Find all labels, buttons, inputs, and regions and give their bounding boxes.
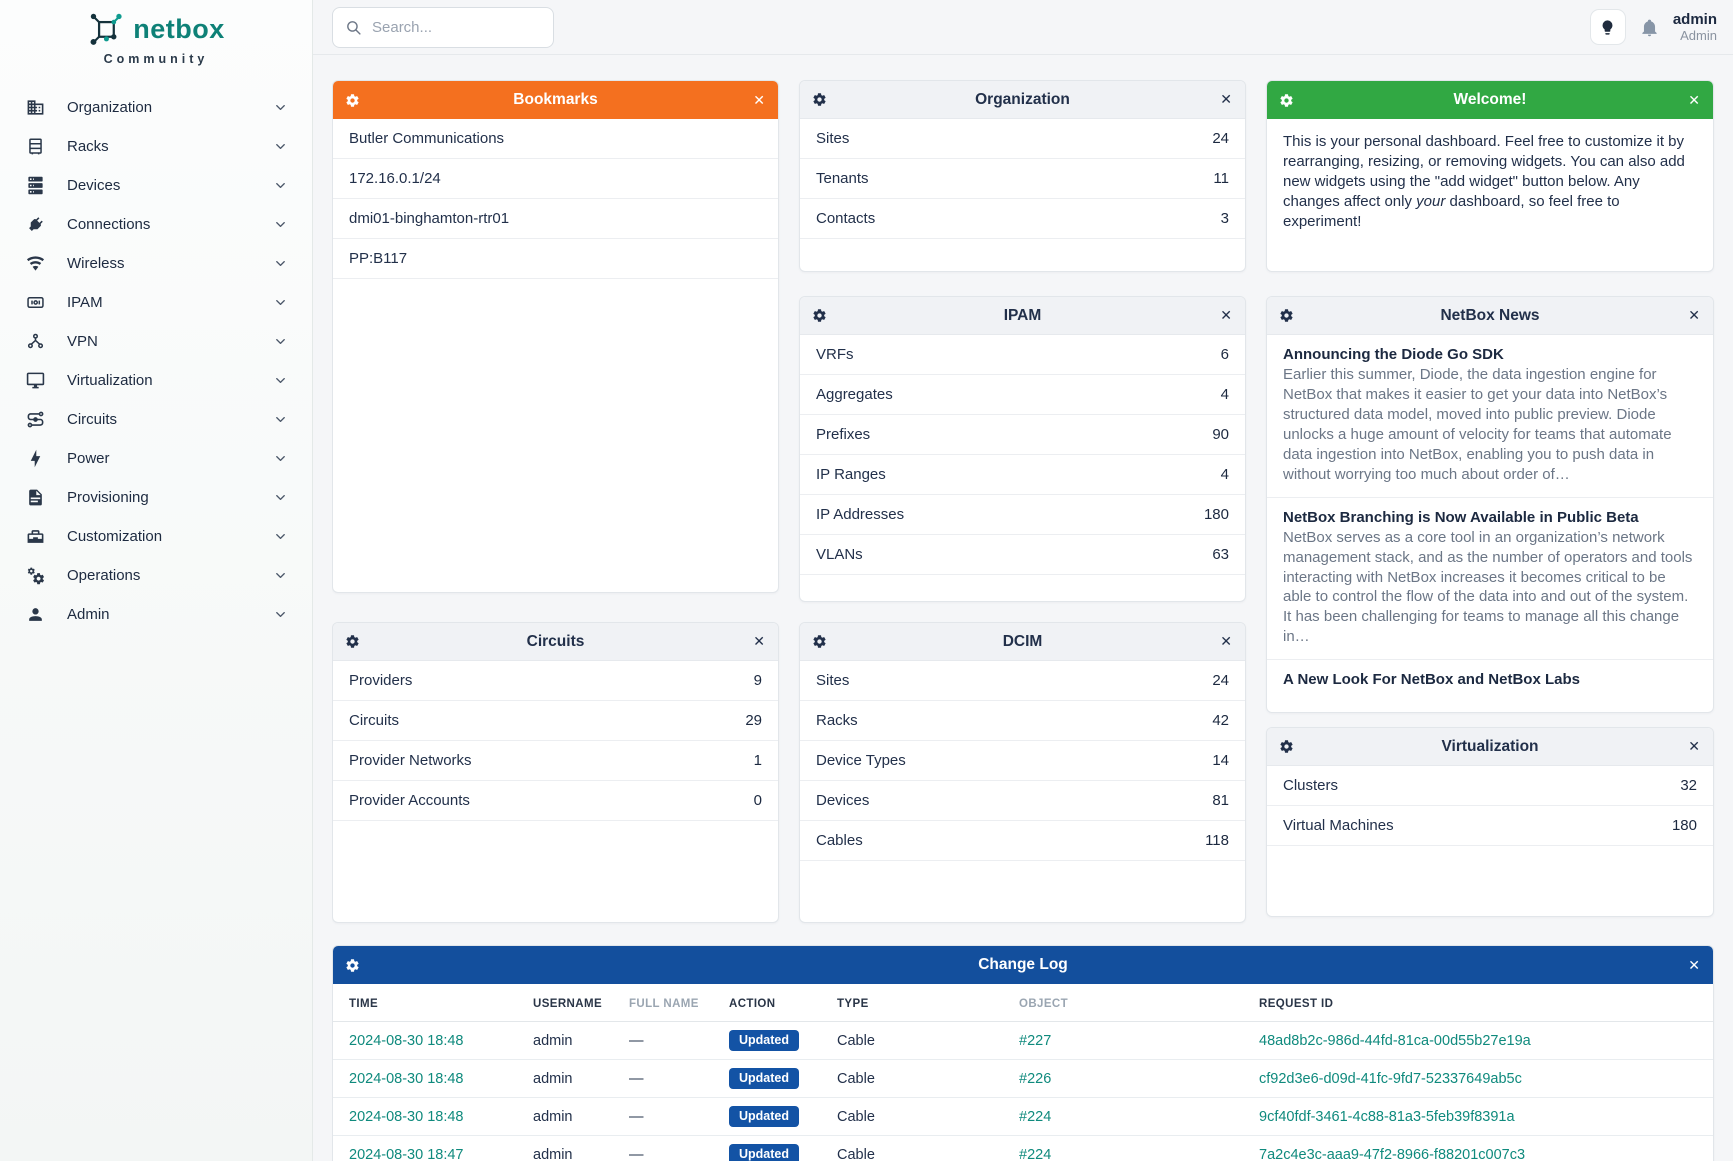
topbar bbox=[313, 0, 1733, 55]
changelog-row bbox=[333, 1098, 1713, 1136]
widget-virtualization-header[interactable] bbox=[1267, 728, 1713, 766]
user-role: Admin bbox=[1680, 28, 1717, 44]
widget-bookmarks bbox=[332, 80, 779, 593]
monitor-icon bbox=[26, 371, 46, 391]
gear-icon[interactable] bbox=[345, 81, 360, 119]
count-value: 4 bbox=[1220, 466, 1229, 483]
chevron-down-icon bbox=[273, 139, 288, 154]
count-label-link[interactable]: Aggregates bbox=[816, 386, 893, 403]
count-row bbox=[333, 781, 778, 821]
change-username: admin bbox=[523, 1136, 619, 1161]
change-full-name: — bbox=[619, 1098, 719, 1136]
share-nodes-icon bbox=[26, 332, 46, 352]
count-label-link[interactable]: Provider Accounts bbox=[349, 792, 470, 809]
gear-icon[interactable] bbox=[1279, 728, 1294, 765]
brand-subtitle: Community bbox=[103, 52, 209, 66]
widget-title: Change Log bbox=[978, 956, 1068, 973]
widget-ipam bbox=[799, 296, 1246, 602]
action-badge: Updated bbox=[729, 1144, 799, 1161]
count-value: 42 bbox=[1212, 712, 1229, 729]
sidebar-item-label: Devices bbox=[67, 177, 121, 194]
sidebar-item-label: Connections bbox=[67, 216, 151, 233]
count-value: 6 bbox=[1220, 346, 1229, 363]
bookmark-link[interactable]: Butler Communications bbox=[333, 119, 778, 159]
change-username: admin bbox=[523, 1060, 619, 1098]
widget-circuits bbox=[332, 622, 779, 923]
news-headline-link[interactable]: Announcing the Diode Go SDK bbox=[1283, 346, 1504, 363]
widget-change-log bbox=[332, 945, 1714, 1161]
count-row bbox=[333, 661, 778, 701]
sidebar-item-label: Provisioning bbox=[67, 489, 149, 506]
chevron-down-icon bbox=[273, 256, 288, 271]
widget-title: Circuits bbox=[526, 632, 585, 650]
close-icon[interactable]: ✕ bbox=[1688, 956, 1700, 973]
column-header-time[interactable]: TIME bbox=[333, 984, 523, 1022]
bookmark-link[interactable]: PP:B117 bbox=[333, 239, 778, 279]
plug-icon bbox=[26, 215, 46, 235]
chevron-down-icon bbox=[273, 529, 288, 544]
widget-netbox-news bbox=[1266, 296, 1714, 713]
user-icon bbox=[26, 605, 46, 625]
column-header-type[interactable]: TYPE bbox=[827, 984, 1009, 1022]
count-label-link[interactable]: Provider Networks bbox=[349, 752, 472, 769]
count-value: 29 bbox=[745, 712, 762, 729]
gear-icon[interactable] bbox=[345, 623, 360, 660]
count-row bbox=[800, 781, 1245, 821]
sidebar-item-label: Admin bbox=[67, 606, 110, 623]
change-time-link[interactable]: 2024-08-30 18:48 bbox=[349, 1032, 464, 1049]
changelog-table bbox=[333, 984, 1713, 1161]
change-type: Cable bbox=[827, 1136, 1009, 1161]
widget-title: DCIM bbox=[1002, 632, 1043, 650]
building-icon bbox=[26, 98, 46, 118]
count-value: 81 bbox=[1212, 792, 1229, 809]
count-label-link[interactable]: Circuits bbox=[349, 712, 400, 729]
widget-news-header[interactable] bbox=[1267, 297, 1713, 335]
gears-icon bbox=[26, 566, 46, 586]
news-item bbox=[1267, 660, 1713, 700]
widget-changelog-header[interactable] bbox=[333, 946, 1713, 984]
close-icon[interactable]: ✕ bbox=[1688, 91, 1700, 108]
count-row bbox=[800, 119, 1245, 159]
column-header-request-id[interactable]: REQUEST ID bbox=[1249, 984, 1713, 1022]
sidebar-item-connections[interactable] bbox=[0, 205, 312, 244]
change-request-id-link[interactable]: 7a2c4e3c-aaa9-47f2-8966-f88201c007c3 bbox=[1259, 1146, 1526, 1161]
count-label-link[interactable]: Virtual Machines bbox=[1283, 817, 1394, 834]
count-label-link[interactable]: Prefixes bbox=[816, 426, 871, 443]
count-row bbox=[800, 415, 1245, 455]
count-row bbox=[333, 741, 778, 781]
username: admin bbox=[1672, 10, 1717, 28]
news-headline-link[interactable]: A New Look For NetBox and NetBox Labs bbox=[1283, 671, 1580, 689]
sidebar-item-provisioning[interactable] bbox=[0, 478, 312, 517]
sidebar-item-racks[interactable] bbox=[0, 127, 312, 166]
widget-virtualization bbox=[1266, 727, 1714, 917]
count-value: 24 bbox=[1212, 672, 1229, 689]
sidebar-item-operations[interactable] bbox=[0, 556, 312, 595]
server-icon bbox=[26, 176, 46, 196]
count-row bbox=[800, 199, 1245, 239]
wifi-icon bbox=[26, 254, 46, 274]
changelog-row bbox=[333, 1022, 1713, 1060]
count-row bbox=[800, 375, 1245, 415]
close-icon[interactable]: ✕ bbox=[1220, 307, 1232, 323]
count-row bbox=[800, 495, 1245, 535]
count-value: 24 bbox=[1212, 130, 1229, 147]
change-time-link[interactable]: 2024-08-30 18:48 bbox=[349, 1070, 464, 1087]
count-value: 32 bbox=[1680, 777, 1697, 794]
widget-bookmarks-header[interactable] bbox=[333, 81, 778, 119]
news-item bbox=[1267, 498, 1713, 661]
theme-toggle-button[interactable] bbox=[1590, 9, 1626, 45]
action-badge: Updated bbox=[729, 1106, 799, 1127]
bookmark-list bbox=[333, 119, 778, 279]
changelog-row bbox=[333, 1060, 1713, 1098]
toolbox-icon bbox=[26, 527, 46, 547]
welcome-emphasis: your bbox=[1416, 192, 1446, 210]
count-value: 4 bbox=[1220, 386, 1229, 403]
dashboard bbox=[332, 55, 1733, 1161]
count-label-link[interactable]: Cables bbox=[816, 832, 863, 849]
chevron-down-icon bbox=[273, 451, 288, 466]
search-input[interactable] bbox=[372, 19, 541, 36]
close-icon[interactable]: ✕ bbox=[1688, 738, 1700, 754]
change-full-name: — bbox=[619, 1136, 719, 1161]
chevron-down-icon bbox=[273, 100, 288, 115]
count-value: 9 bbox=[753, 672, 762, 689]
count-row bbox=[1267, 806, 1713, 846]
chevron-down-icon bbox=[273, 568, 288, 583]
brand-logo[interactable] bbox=[0, 0, 312, 66]
sidebar-item-label: Customization bbox=[67, 528, 163, 545]
close-icon[interactable]: ✕ bbox=[1688, 307, 1700, 323]
count-row bbox=[800, 741, 1245, 781]
count-label-link[interactable]: Tenants bbox=[816, 170, 869, 187]
action-badge: Updated bbox=[729, 1068, 799, 1089]
count-row bbox=[800, 821, 1245, 861]
chevron-down-icon bbox=[273, 178, 288, 193]
change-object-link[interactable]: #224 bbox=[1019, 1108, 1052, 1125]
count-value: 0 bbox=[753, 792, 762, 809]
chevron-down-icon bbox=[273, 217, 288, 232]
count-label-link[interactable]: Clusters bbox=[1283, 777, 1339, 794]
count-label-link[interactable]: Racks bbox=[816, 712, 858, 729]
change-object-link[interactable]: #226 bbox=[1019, 1070, 1052, 1087]
sidebar-nav bbox=[0, 88, 312, 634]
count-value: 14 bbox=[1212, 752, 1229, 769]
count-row bbox=[800, 661, 1245, 701]
change-request-id-link[interactable]: cf92d3e6-d09d-41fc-9fd7-52337649ab5c bbox=[1259, 1070, 1522, 1087]
widget-title: Bookmarks bbox=[513, 91, 598, 108]
sidebar-item-ipam[interactable] bbox=[0, 283, 312, 322]
sidebar bbox=[0, 0, 313, 1161]
sidebar-item-power[interactable] bbox=[0, 439, 312, 478]
column-header-full-name[interactable]: FULL NAME bbox=[619, 984, 719, 1022]
document-icon bbox=[26, 488, 46, 508]
count-label-link[interactable]: VRFs bbox=[816, 346, 854, 363]
gear-icon[interactable] bbox=[812, 81, 827, 118]
widget-welcome bbox=[1266, 80, 1714, 272]
widget-title: Virtualization bbox=[1441, 737, 1539, 755]
changelog-row bbox=[333, 1136, 1713, 1161]
chevron-down-icon bbox=[273, 490, 288, 505]
column-header-object[interactable]: OBJECT bbox=[1009, 984, 1249, 1022]
widget-organization-header[interactable] bbox=[800, 81, 1245, 119]
ip-card-icon bbox=[26, 293, 46, 313]
search-icon bbox=[345, 19, 362, 36]
widget-ipam-header[interactable] bbox=[800, 297, 1245, 335]
change-object-link[interactable]: #224 bbox=[1019, 1146, 1052, 1161]
count-row bbox=[800, 455, 1245, 495]
sidebar-item-label: Racks bbox=[67, 138, 109, 155]
widget-dcim-header[interactable] bbox=[800, 623, 1245, 661]
netbox-logo-icon bbox=[87, 10, 125, 48]
count-label-link[interactable]: Sites bbox=[816, 672, 850, 689]
change-username: admin bbox=[523, 1098, 619, 1136]
count-value: 180 bbox=[1671, 817, 1697, 834]
count-label-link[interactable]: Providers bbox=[349, 672, 413, 689]
change-request-id-link[interactable]: 9cf40fdf-3461-4c88-81a3-5feb39f8391a bbox=[1259, 1108, 1515, 1125]
widget-organization bbox=[799, 80, 1246, 272]
count-row bbox=[800, 335, 1245, 375]
sidebar-item-wireless[interactable] bbox=[0, 244, 312, 283]
sidebar-item-customization[interactable] bbox=[0, 517, 312, 556]
count-value: 11 bbox=[1213, 170, 1229, 187]
count-label-link[interactable]: Device Types bbox=[816, 752, 906, 769]
gear-icon[interactable] bbox=[1279, 81, 1294, 119]
search-box[interactable] bbox=[332, 7, 554, 48]
user-area bbox=[1590, 9, 1717, 45]
change-username: admin bbox=[523, 1022, 619, 1060]
count-value: 1 bbox=[753, 752, 762, 769]
chevron-down-icon bbox=[273, 373, 288, 388]
count-value: 180 bbox=[1203, 506, 1229, 523]
sidebar-item-circuits[interactable] bbox=[0, 400, 312, 439]
sidebar-item-label: IPAM bbox=[67, 294, 103, 311]
count-label-link[interactable]: IP Ranges bbox=[816, 466, 886, 483]
sidebar-item-label: Circuits bbox=[67, 411, 118, 428]
widget-title: NetBox News bbox=[1440, 306, 1540, 324]
column-header-username[interactable]: USERNAME bbox=[523, 984, 619, 1022]
rack-icon bbox=[26, 137, 46, 157]
change-type: Cable bbox=[827, 1022, 1009, 1060]
sidebar-item-label: Organization bbox=[67, 99, 153, 116]
close-icon[interactable]: ✕ bbox=[753, 91, 765, 108]
sidebar-item-admin[interactable] bbox=[0, 595, 312, 634]
widget-title: IPAM bbox=[1003, 306, 1042, 324]
sidebar-item-label: Virtualization bbox=[67, 372, 153, 389]
widget-welcome-header[interactable] bbox=[1267, 81, 1713, 119]
gear-icon[interactable] bbox=[345, 946, 360, 984]
count-row bbox=[1267, 766, 1713, 806]
count-label-link[interactable]: Contacts bbox=[816, 210, 876, 227]
column-header-action[interactable]: ACTION bbox=[719, 984, 827, 1022]
close-icon[interactable]: ✕ bbox=[753, 633, 765, 649]
count-value: 63 bbox=[1212, 546, 1229, 563]
notifications-bell-icon[interactable] bbox=[1640, 18, 1659, 37]
count-value: 3 bbox=[1220, 210, 1229, 227]
count-row bbox=[800, 535, 1245, 575]
count-label-link[interactable]: VLANs bbox=[816, 546, 863, 563]
widget-title: Welcome! bbox=[1453, 91, 1527, 108]
count-label-link[interactable]: IP Addresses bbox=[816, 506, 905, 523]
change-type: Cable bbox=[827, 1060, 1009, 1098]
count-row bbox=[333, 701, 778, 741]
welcome-text: This is your personal dashboard. Feel free to customize it by rearranging, resizing, or removing widgets. You can also add new widgets using the "add widget" button below. Any changes affect only your dashboard, so feel free to experiment! bbox=[1283, 133, 1685, 230]
count-row bbox=[800, 159, 1245, 199]
change-type: Cable bbox=[827, 1098, 1009, 1136]
sidebar-item-label: VPN bbox=[67, 333, 98, 350]
action-badge: Updated bbox=[729, 1030, 799, 1051]
close-icon[interactable]: ✕ bbox=[1220, 633, 1232, 649]
sidebar-item-label: Power bbox=[67, 450, 110, 467]
news-body: NetBox serves as a core tool in an organization’s network management stack, and as the number of operators and tools interacting with NetBox increases it becomes critical to be able to control the flow of the data into and out of the system. It has been challenging for teams to manage all this change in… bbox=[1283, 528, 1693, 646]
count-value: 118 bbox=[1205, 832, 1229, 849]
gear-icon[interactable] bbox=[812, 297, 827, 334]
chevron-down-icon bbox=[273, 607, 288, 622]
count-value: 90 bbox=[1212, 426, 1229, 443]
change-request-id-link[interactable]: 48ad8b2c-986d-44fd-81ca-00d55b27e19a bbox=[1259, 1032, 1531, 1049]
lightning-icon bbox=[26, 449, 46, 469]
change-full-name: — bbox=[619, 1060, 719, 1098]
chevron-down-icon bbox=[273, 334, 288, 349]
sidebar-item-organization[interactable] bbox=[0, 88, 312, 127]
count-label-link[interactable]: Sites bbox=[816, 130, 850, 147]
change-time-link[interactable]: 2024-08-30 18:47 bbox=[349, 1146, 464, 1161]
news-headline-link[interactable]: NetBox Branching is Now Available in Public Beta bbox=[1283, 508, 1639, 526]
close-icon[interactable]: ✕ bbox=[1220, 91, 1232, 107]
count-label-link[interactable]: Devices bbox=[816, 792, 870, 809]
user-menu[interactable] bbox=[1673, 11, 1717, 43]
bookmark-link[interactable]: dmi01-binghamton-rtr01 bbox=[333, 199, 778, 239]
change-full-name: — bbox=[619, 1022, 719, 1060]
sidebar-item-label: Operations bbox=[67, 567, 141, 584]
widget-dcim bbox=[799, 622, 1246, 923]
chevron-down-icon bbox=[273, 295, 288, 310]
widget-title: Organization bbox=[975, 90, 1070, 108]
change-time-link[interactable]: 2024-08-30 18:48 bbox=[349, 1108, 464, 1125]
gear-icon[interactable] bbox=[1279, 297, 1294, 334]
sidebar-item-virtualization[interactable] bbox=[0, 361, 312, 400]
bookmark-link[interactable]: 172.16.0.1/24 bbox=[333, 159, 778, 199]
lightbulb-icon bbox=[1599, 19, 1616, 36]
gear-icon[interactable] bbox=[812, 623, 827, 660]
change-object-link[interactable]: #227 bbox=[1019, 1032, 1052, 1049]
chevron-down-icon bbox=[273, 412, 288, 427]
sidebar-item-label: Wireless bbox=[67, 255, 125, 272]
count-row bbox=[800, 701, 1245, 741]
news-body: Earlier this summer, Diode, the data ingestion engine for NetBox that makes it easier to get your data into NetBox’s structured data model, moved into public preview. Diode unlocks a huge amount of velocity for teams that automate data ingestion into NetBox, enabling you to push data in without worrying too much about order of… bbox=[1283, 366, 1672, 483]
transit-icon bbox=[26, 410, 46, 430]
sidebar-item-devices[interactable] bbox=[0, 166, 312, 205]
widget-circuits-header[interactable] bbox=[333, 623, 778, 661]
sidebar-item-vpn[interactable] bbox=[0, 322, 312, 361]
brand-name: netbox bbox=[133, 13, 225, 44]
news-item bbox=[1267, 335, 1713, 498]
